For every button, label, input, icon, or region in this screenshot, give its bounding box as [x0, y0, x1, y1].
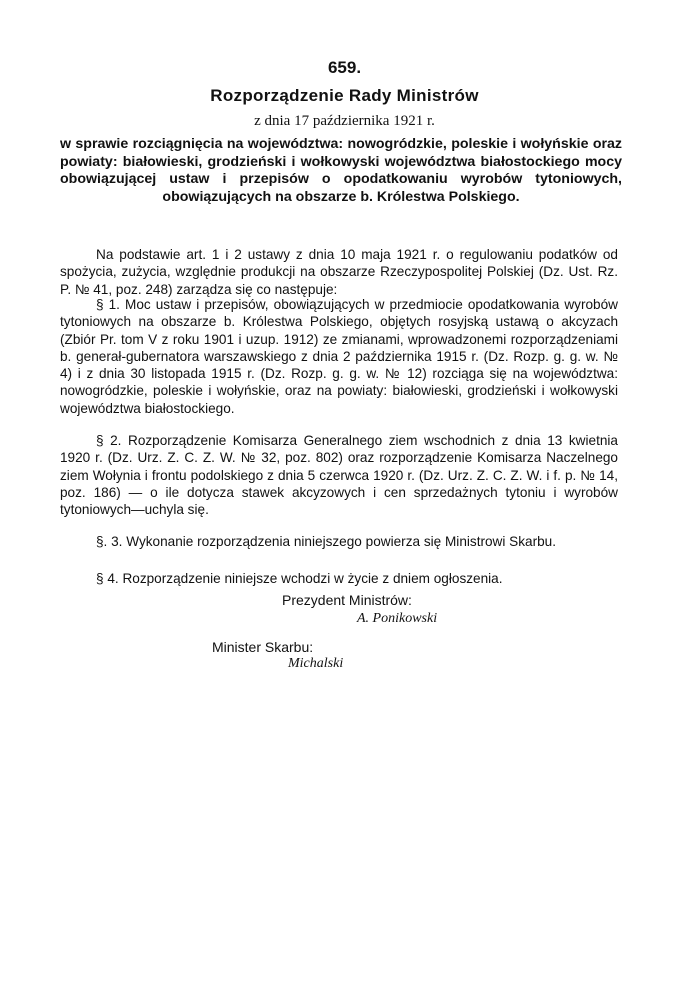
signatory-role-treasury-minister: Minister Skarbu: [212, 639, 314, 655]
document-title: Rozporządzenie Rady Ministrów [210, 86, 479, 105]
document-date: z dnia 17 października 1921 r. [254, 113, 435, 129]
section-2: § 2. Rozporządzenie Komisarza Generalnego ziem wschodnich z dnia 13 kwietnia 1920 r. (Dz. Urz. Z. C. Z. W. № 32, poz. 802) oraz rozporządzenie Komisarza Naczelnego ziem Wołynia i frontu podolskiego z dnia 5 czerwca 1920 r. (Dz. Urz. Z. C. Z. W. i f. p. № 14, poz. 186) — o ile dotycza stawek akcyzowych i cen sprzedażnych tytoniu i wyrobów tytoniowych—uchyla się. [60, 433, 618, 518]
document-subject: w sprawie rozciągnięcia na województwa: nowogródzkie, poleskie i wołyńskie oraz powiaty: białowieski, grodzieński i wołkowyski województwa białostockiego mocy obowiązującej ustaw i przepisów o opodatkowaniu wyrobów tytoniowych, obowiązujących na obszarze b. Królestwa Polskiego. [60, 136, 622, 205]
signatory-name-prime-minister: A. Ponikowski [357, 611, 438, 626]
section-4: § 4. Rozporządzenie niniejsze wchodzi w życie z dniem ogłoszenia. [96, 571, 503, 586]
act-number: 659. [327, 58, 362, 77]
intro-paragraph: Na podstawie art. 1 i 2 ustawy z dnia 10 maja 1921 r. o regulowaniu podatków od spożycia, zużycia, względnie produkcji na obszarze Rzeczypospolitej Polskiej (Dz. Ust. Rz. P. № 41, poz. 248) zarządza się co następuje: [60, 247, 618, 297]
signatory-role-prime-minister: Prezydent Ministrów: [282, 592, 412, 608]
section-1: § 1. Moc ustaw i przepisów, obowiązujących w przedmiocie opodatkowania wyrobów tytoniowych na obszarze b. Królestwa Polskiego, objętych rosyjską ustawą o akcyzach (Zbiór Pr. tom V z roku 1901 i uzup. 1912) ze zmianami, wprowadzonemi rozporządzeniami b. generał-gubernatora warszawskiego z dnia 2 października 1915 r. (Dz. Rozp. g. g. w. № 4) i z dnia 30 listopada 1915 r. (Dz. Rozp. g. g. w. № 12) rozciąga się na województwa: nowogródzkie, poleskie i wołyńskie, oraz na powiaty: białowieski, grodzieński i wołkowyski województwa białostockiego. [60, 297, 618, 416]
section-3: §. 3. Wykonanie rozporządzenia niniejszego powierza się Ministrowi Skarbu. [96, 534, 557, 549]
signatory-name-treasury-minister: Michalski [288, 656, 344, 671]
